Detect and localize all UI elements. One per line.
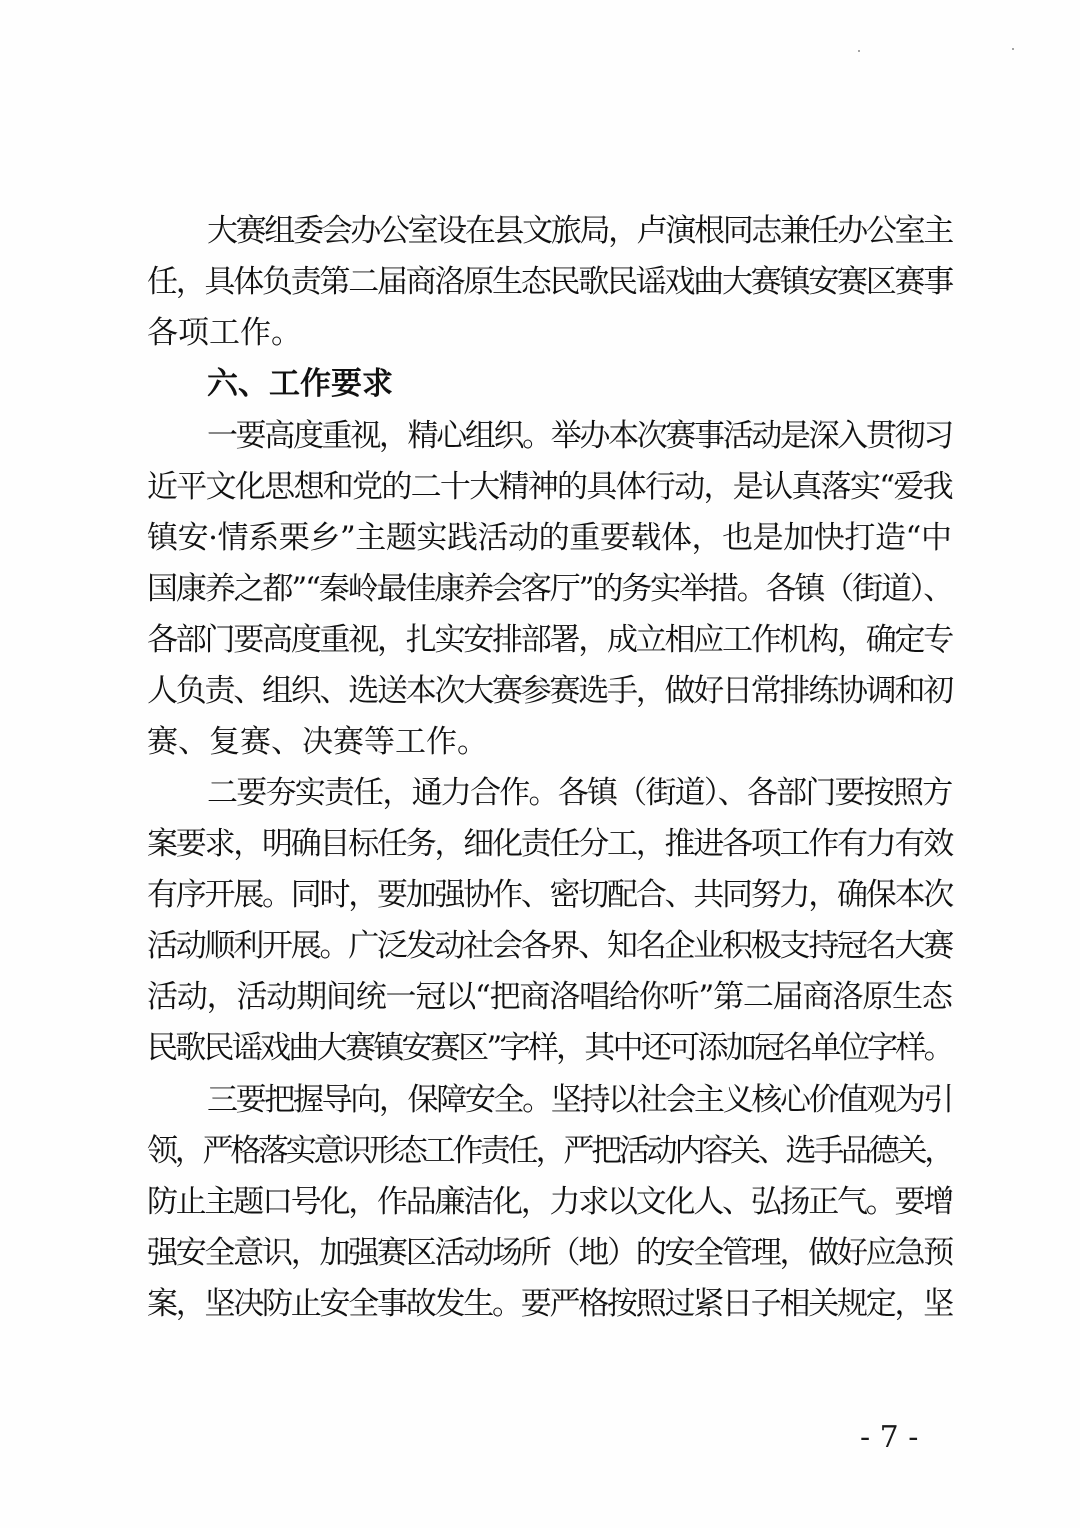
section-heading: 六、工作要求 xyxy=(207,366,393,402)
text-line: 一要高度重视，精心组织。举办本次赛事活动是深入贯彻习 xyxy=(207,418,952,454)
text-line: 活动顺利开展。广泛发动社会各界、知名企业积极支持冠名大赛 xyxy=(147,928,952,964)
text-line: 国康养之都”“秦岭最佳康养会客厅”的务实举措。各镇（街道）、 xyxy=(147,571,953,607)
text-line: 人负责、组织、选送本次大赛参赛选手，做好日常排练协调和初 xyxy=(147,673,952,709)
scan-speck xyxy=(1012,48,1014,50)
text-line: 近平文化思想和党的二十大精神的具体行动，是认真落实“爱我 xyxy=(147,469,952,505)
text-line: 大赛组委会办公室设在县文旅局，卢演根同志兼任办公室主 xyxy=(207,213,952,249)
scan-speck xyxy=(858,50,860,52)
page-number: - 7 - xyxy=(860,1420,919,1455)
text-line: 案要求，明确目标任务，细化责任分工，推进各项工作有力有效 xyxy=(147,826,952,862)
text-line: 任，具体负责第二届商洛原生态民歌民谣戏曲大赛镇安赛区赛事 xyxy=(147,264,952,300)
text-line: 各项工作。 xyxy=(147,315,302,351)
text-line: 领，严格落实意识形态工作责任，严把活动内容关、选手品德关， xyxy=(147,1133,953,1169)
text-line: 二要夯实责任，通力合作。各镇（街道）、各部门要按照方 xyxy=(207,775,952,811)
text-line: 活动，活动期间统一冠以“把商洛唱给你听”第二届商洛原生态 xyxy=(147,979,952,1015)
text-line: 民歌民谣戏曲大赛镇安赛区”字样，其中还可添加冠名单位字样。 xyxy=(147,1030,952,1066)
text-line: 有序开展。同时，要加强协作、密切配合、共同努力，确保本次 xyxy=(147,877,952,913)
text-line: 各部门要高度重视，扎实安排部署，成立相应工作机构，确定专 xyxy=(147,622,952,658)
text-line: 案，坚决防止安全事故发生。要严格按照过紧日子相关规定，坚 xyxy=(147,1286,952,1322)
text-line: 赛、复赛、决赛等工作。 xyxy=(147,724,488,760)
text-line: 三要把握导向，保障安全。坚持以社会主义核心价值观为引 xyxy=(207,1082,952,1118)
text-line: 强安全意识，加强赛区活动场所（地）的安全管理，做好应急预 xyxy=(147,1235,952,1271)
text-line: 镇安·情系栗乡”主题实践活动的重要载体，也是加快打造“中 xyxy=(147,520,952,556)
text-line: 防止主题口号化，作品廉洁化，力求以文化人、弘扬正气。要增 xyxy=(147,1184,952,1220)
